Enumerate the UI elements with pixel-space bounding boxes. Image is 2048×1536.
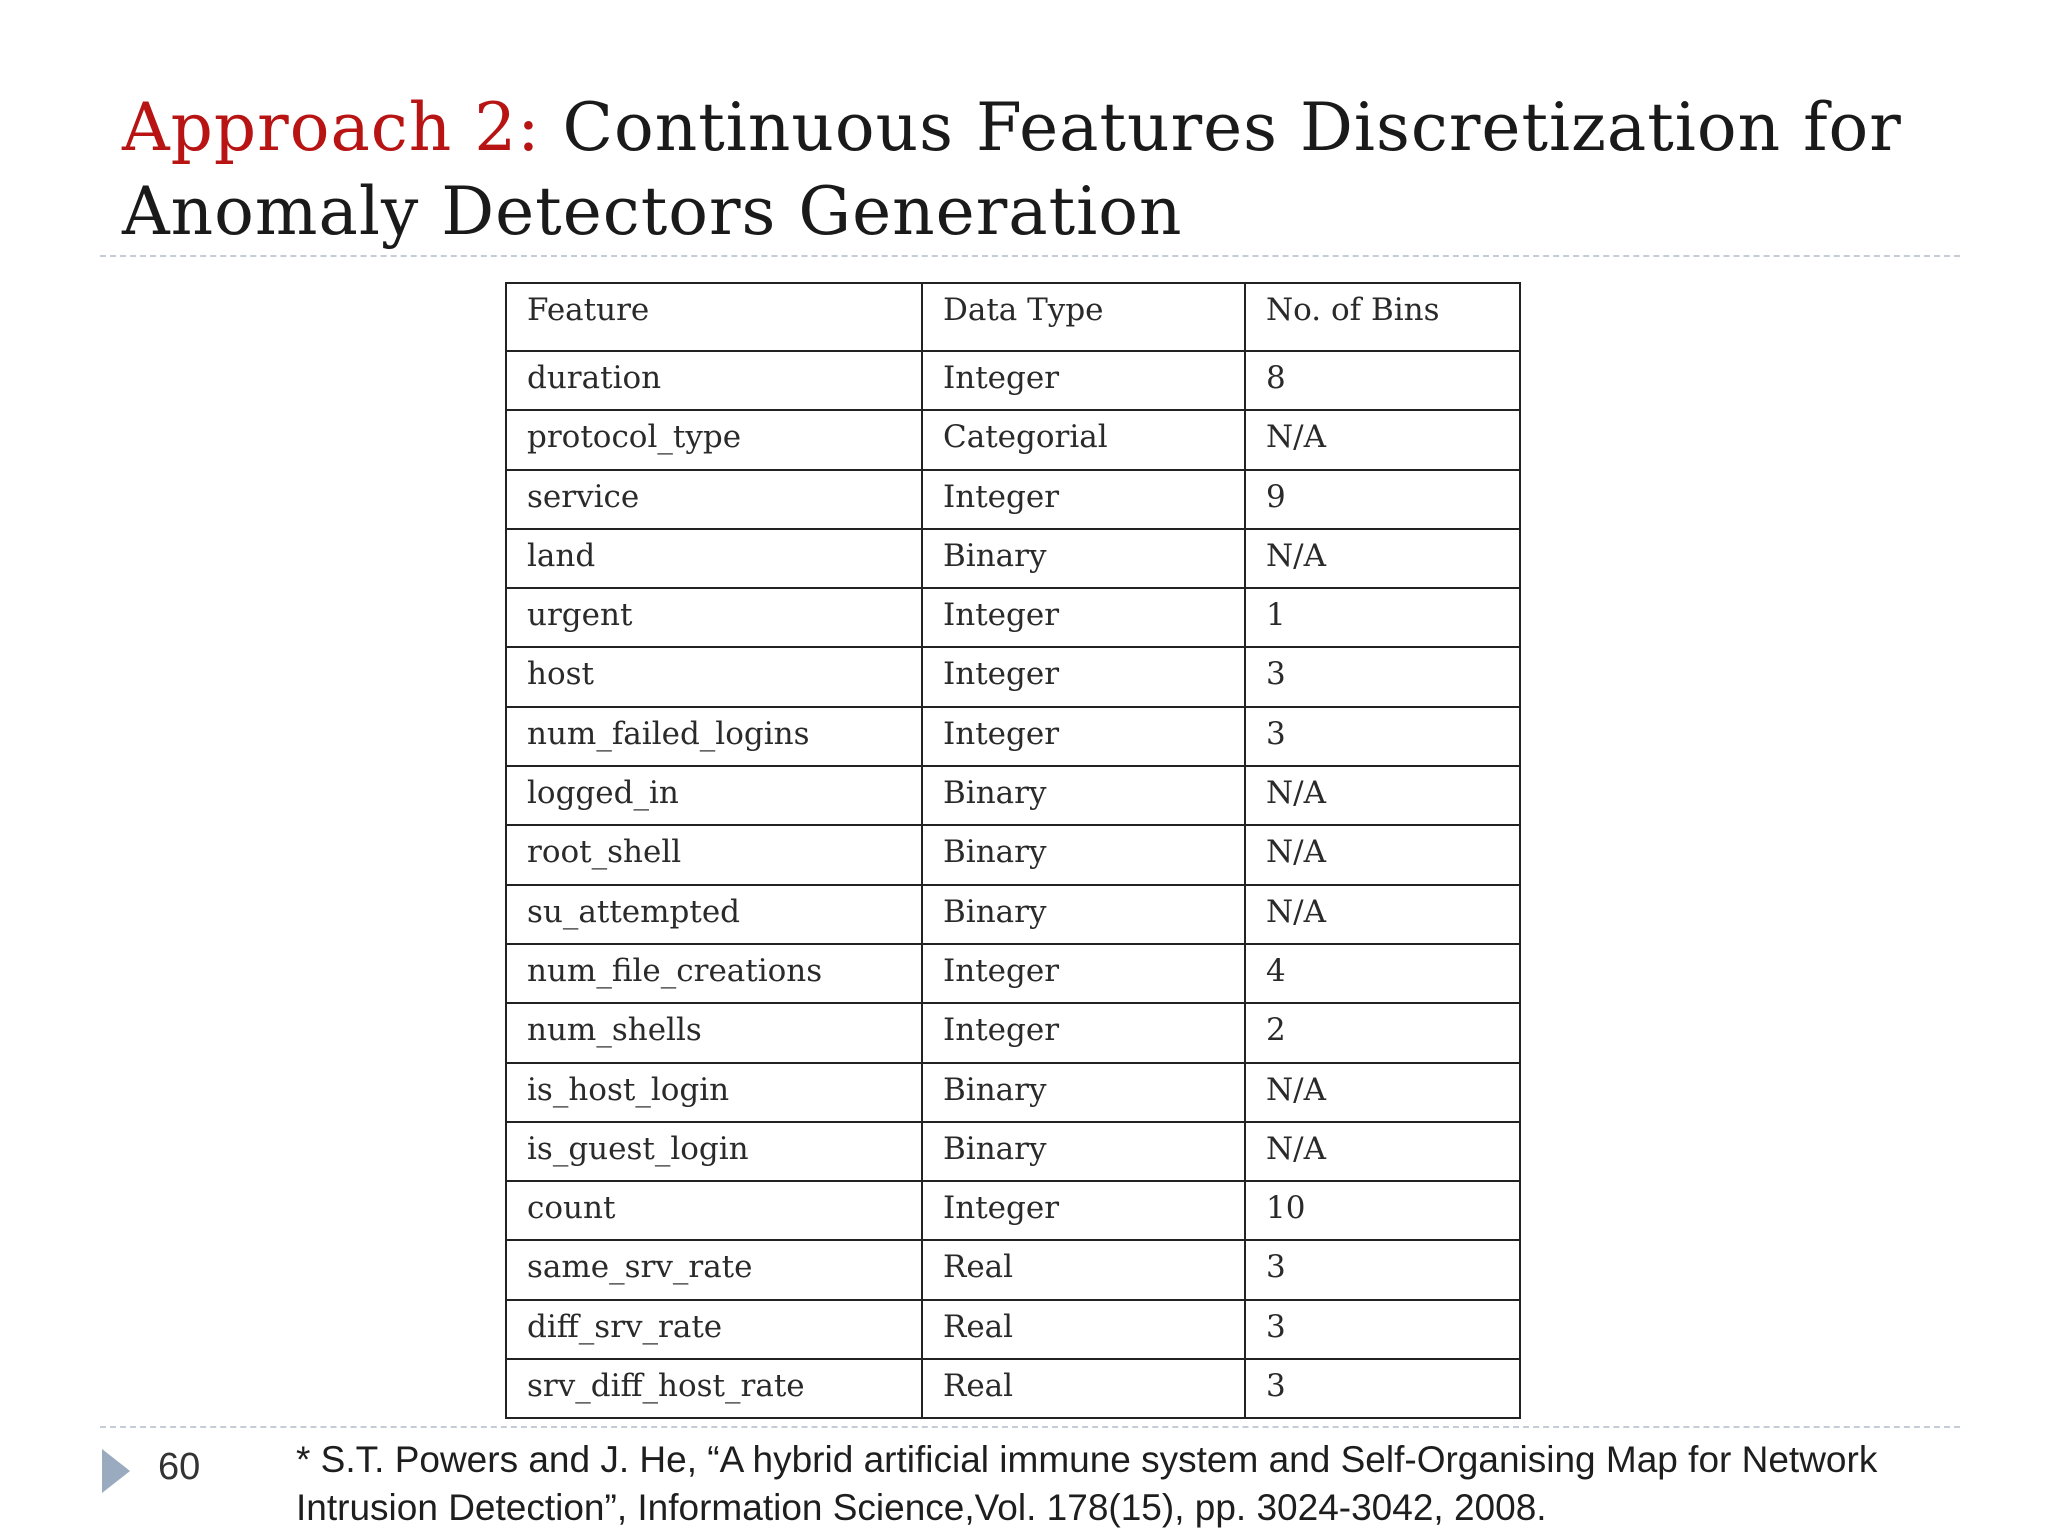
table-row — [506, 766, 1520, 825]
cell-bins: 3 — [1245, 707, 1520, 766]
table-row — [506, 1181, 1520, 1240]
table-row — [506, 1122, 1520, 1181]
cell-bins: N/A — [1245, 885, 1520, 944]
cell-data-type: Integer — [922, 944, 1245, 1003]
cell-data-type: Binary — [922, 1122, 1245, 1181]
cell-bins: N/A — [1245, 1063, 1520, 1122]
cell-feature: host — [506, 647, 922, 706]
table-row — [506, 885, 1520, 944]
table-row — [506, 588, 1520, 647]
table-row — [506, 1359, 1520, 1418]
triangle-bullet-icon — [102, 1449, 130, 1493]
cell-feature: su_attempted — [506, 885, 922, 944]
header-data-type: Data Type — [922, 283, 1245, 351]
cell-bins: 4 — [1245, 944, 1520, 1003]
table-header-row — [506, 283, 1520, 351]
cell-feature: protocol_type — [506, 410, 922, 469]
citation-line-1: * S.T. Powers and J. He, “A hybrid artificial immune system and Self-Organising Map for Network — [296, 1439, 1878, 1480]
cell-feature: same_srv_rate — [506, 1240, 922, 1299]
cell-bins: N/A — [1245, 410, 1520, 469]
cell-bins: 1 — [1245, 588, 1520, 647]
cell-bins: 10 — [1245, 1181, 1520, 1240]
cell-data-type: Binary — [922, 766, 1245, 825]
cell-data-type: Binary — [922, 1063, 1245, 1122]
citation — [296, 1436, 2036, 1532]
table-row — [506, 470, 1520, 529]
cell-bins: 3 — [1245, 1240, 1520, 1299]
table-row — [506, 825, 1520, 884]
cell-feature: root_shell — [506, 825, 922, 884]
cell-feature: land — [506, 529, 922, 588]
cell-data-type: Binary — [922, 529, 1245, 588]
citation-line-2: Intrusion Detection”, Information Science,Vol. 178(15), pp. 3024-3042, 2008. — [296, 1487, 1547, 1528]
table-row — [506, 529, 1520, 588]
cell-bins: 3 — [1245, 1359, 1520, 1418]
cell-bins: 8 — [1245, 351, 1520, 410]
cell-bins: 2 — [1245, 1003, 1520, 1062]
cell-bins: N/A — [1245, 529, 1520, 588]
cell-feature: is_host_login — [506, 1063, 922, 1122]
cell-data-type: Real — [922, 1300, 1245, 1359]
cell-bins: 9 — [1245, 470, 1520, 529]
cell-feature: logged_in — [506, 766, 922, 825]
cell-data-type: Integer — [922, 470, 1245, 529]
table-row — [506, 707, 1520, 766]
cell-data-type: Real — [922, 1240, 1245, 1299]
table-row — [506, 1063, 1520, 1122]
cell-feature: service — [506, 470, 922, 529]
table-row — [506, 944, 1520, 1003]
title-accent: Approach 2: — [122, 89, 541, 166]
cell-data-type: Binary — [922, 885, 1245, 944]
table-row — [506, 647, 1520, 706]
cell-feature: urgent — [506, 588, 922, 647]
table-row — [506, 351, 1520, 410]
slide-title — [122, 86, 1942, 254]
cell-feature: num_failed_logins — [506, 707, 922, 766]
title-rest: Continuous Features Discretization for Anomaly Detectors Generation — [122, 89, 1902, 250]
cell-data-type: Integer — [922, 647, 1245, 706]
table-row — [506, 1300, 1520, 1359]
cell-feature: diff_srv_rate — [506, 1300, 922, 1359]
cell-feature: srv_diff_host_rate — [506, 1359, 922, 1418]
cell-data-type: Integer — [922, 588, 1245, 647]
table-row — [506, 1003, 1520, 1062]
cell-data-type: Integer — [922, 351, 1245, 410]
table-row — [506, 1240, 1520, 1299]
feature-table — [505, 282, 1521, 1419]
cell-data-type: Categorial — [922, 410, 1245, 469]
cell-data-type: Integer — [922, 1003, 1245, 1062]
page-number: 60 — [158, 1446, 201, 1488]
cell-bins: N/A — [1245, 1122, 1520, 1181]
cell-feature: is_guest_login — [506, 1122, 922, 1181]
bottom-divider — [100, 1426, 1960, 1428]
cell-bins: N/A — [1245, 766, 1520, 825]
cell-data-type: Integer — [922, 1181, 1245, 1240]
cell-feature: duration — [506, 351, 922, 410]
table-container — [505, 282, 1521, 1419]
cell-data-type: Binary — [922, 825, 1245, 884]
cell-data-type: Integer — [922, 707, 1245, 766]
cell-feature: count — [506, 1181, 922, 1240]
cell-feature: num_file_creations — [506, 944, 922, 1003]
cell-feature: num_shells — [506, 1003, 922, 1062]
cell-bins: N/A — [1245, 825, 1520, 884]
table-row — [506, 410, 1520, 469]
cell-bins: 3 — [1245, 1300, 1520, 1359]
cell-data-type: Real — [922, 1359, 1245, 1418]
header-no-of-bins: No. of Bins — [1245, 283, 1520, 351]
top-divider — [100, 255, 1960, 257]
cell-bins: 3 — [1245, 647, 1520, 706]
header-feature: Feature — [506, 283, 922, 351]
